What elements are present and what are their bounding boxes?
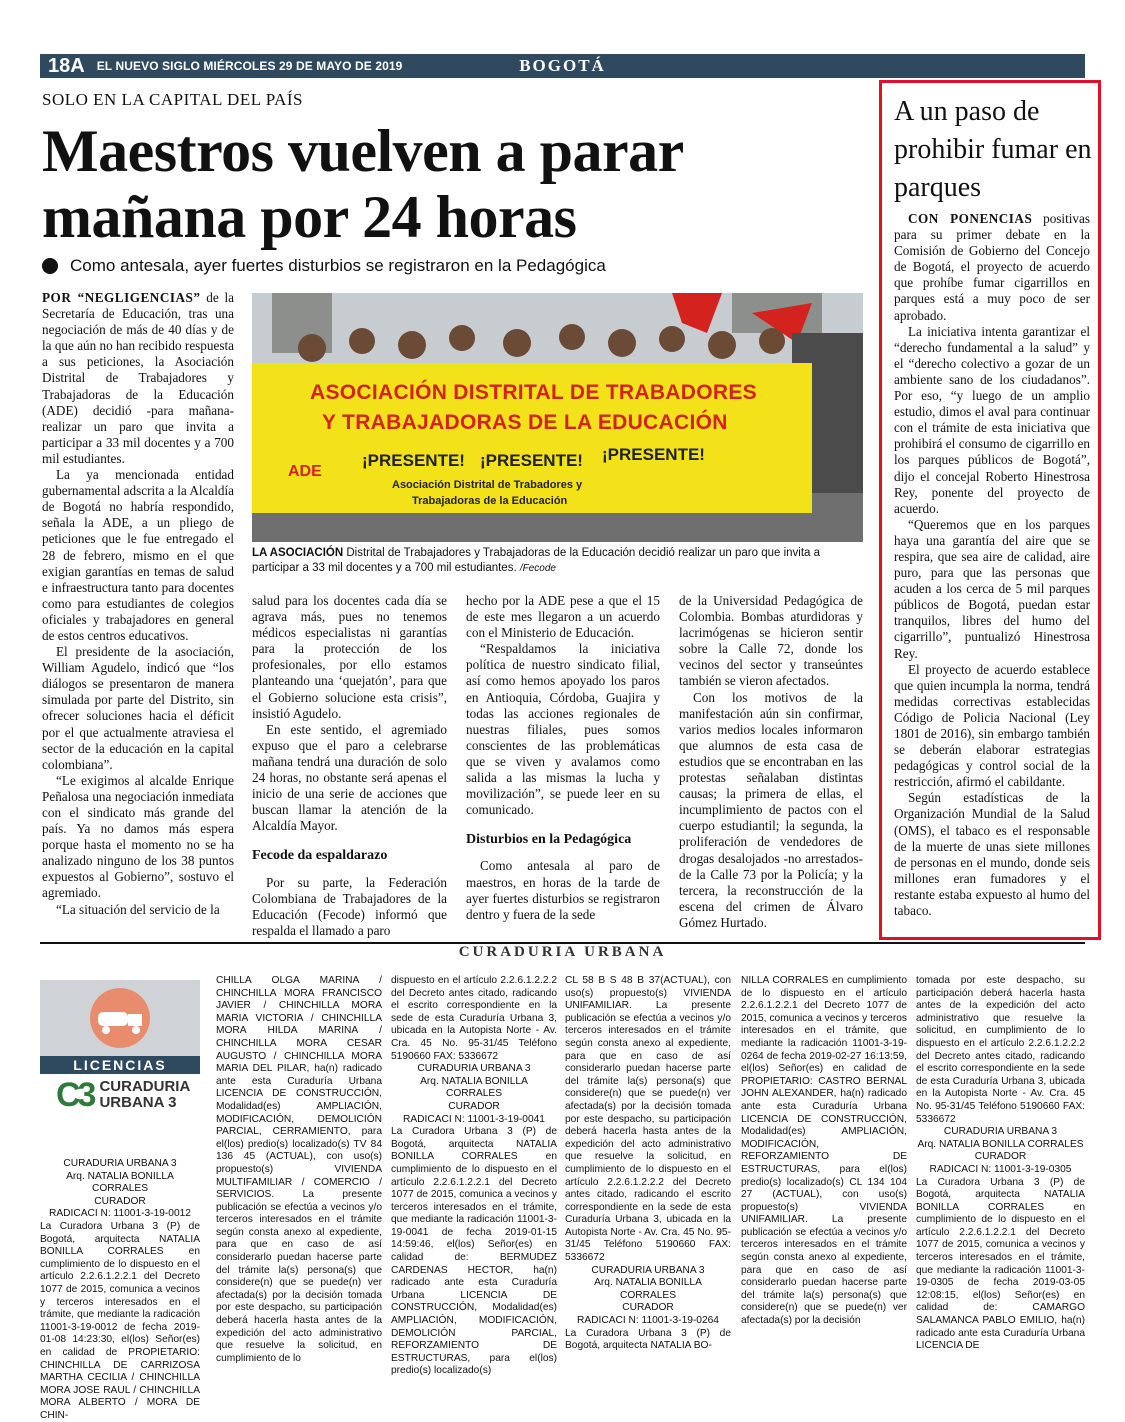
banner-presente-2: ¡PRESENTE! — [480, 451, 583, 470]
section-name: BOGOTÁ — [519, 56, 606, 75]
classified-column-1: CURADURIA URBANA 3 Arq. NATALIA BONILLA CORRALES CURADOR RADICACI N: 11001-3-19-0012 La Curadora Urbana 3 (P) de Bogotá, arquitecta NATALIA BONILLA CORRALES en cumplimiento de lo dispuesto en el artículo 2.2.6.1.2.2.1 del Decreto 1077 de 2015, comunica a vecinos y terceros interesados en el trámite, que mediante la radicación 11001-3-19-0012 de fecha 2019-01-08 14:23:30, el(los) Señor(es) en calidad de PROPIETARIO: CHINCHILLA DE CARRIZOSA MARTHA CECILIA / CHINCHILLA MORA JOSE RAUL / CHINCHILLA MORA ALBERTO / MORA DE CHIN- — [40, 1158, 200, 1421]
classified-column-3: dispuesto en el artículo 2.2.6.1.2.2.2 del Decreto antes citado, radicando el escrito correspondiente en la sede de esta Curaduría Urbana 3, ubicada en la Autopista Norte - Av. Cra. 45 No. 95-31/45 Teléfono 5190660 FAX: 5336672 CURADURIA URBANA 3 Arq. NATALIA BONILLA CORRALES CURADOR RADICACI N: 11001-3-19-0041 La Curadora Urbana 3 (P) de Bogotá, arquitecta NATALIA BONILLA CORRALES en cumplimiento de lo dispuesto en el artículo 2.2.6.1.2.2.1 del Decreto 1077 de 2015, comunica a vecinos y terceros interesados en el trámite, que mediante la radicación 11001-3-19-0041 de fecha 2019-01-15 14:59:46, el(los) Señor(es) en calidad de: BERMUDEZ CARDENAS HECTOR, ha(n) radicado ante esta Curaduría Urbana LICENCIA DE CONSTRUCCIÓN, Modalidad(es) AMPLIACIÓN, MODIFICACIÓN, DEMOLICIÓN PARCIAL, REFORZAMIENTO DE ESTRUCTURAS, para el(los) predio(s) localizado(s) — [391, 975, 557, 1377]
article-subhead: Fecode da espaldarazo — [252, 848, 388, 864]
article-subhead: Disturbios en la Pedagógica — [466, 832, 632, 848]
article-column-1 — [42, 290, 234, 918]
article-paragraph: POR “NEGLIGENCIAS” de la Secretaría de Educación, tras una negociación de más de 40 días y de la que aún no han recibido respuesta a sus peticiones, la Asociación Distrital de Trabajadores y Trabajadoras de la Educación (ADE) decidió -para mañana- realizar un paro que invita a participar a 33 mil docentes y a 700 mil estudiantes. — [42, 290, 235, 466]
article-paragraph: En este sentido, el agremiado expuso que el paro a celebrarse mañana tendrá una duración de solo 24 horas, no obstante será apenas el inicio de una serie de acciones que buscan llamar la atención de la Alcaldía Mayor. — [252, 721, 447, 834]
licencias-graphic — [40, 980, 200, 1056]
caption-lead: LA ASOCIACIÓN — [252, 547, 344, 559]
c3-logo-mark: C3 — [56, 1076, 94, 1114]
photo-caption — [252, 546, 863, 576]
classified-column-6: tomada por este despacho, su participación deberá hacerla hasta antes de la expedición del acto administrativo que resuelve la solicitud, en cumplimiento de lo dispuesto en el artículo 2.2.6.1.2.2.2 del Decreto antes citado, radicando el escrito correspondiente en la sede de esta Curaduría Urbana 3, ubicada en la Autopista Norte - Av. Cra. 45 No. 95-31/45 Teléfono 5190660 FAX: 5336672 CURADURIA URBANA 3 Arq. NATALIA BONILLA CORRALES CURADOR RADICACI N: 11001-3-19-0305 La Curadora Urbana 3 (P) de Bogotá, arquitecta NATALIA BONILLA CORRALES en cumplimiento de lo dispuesto en el artículo 2.2.6.1.2.2.1 del Decreto 1077 de 2015, comunica a vecinos y terceros interesados en el trámite, que mediante la radicación 11001-3-19-0305 de fecha 2019-03-05 12:08:15, el(los) Señor(es) en calidad de: CAMARGO SALAMANCA PABLO EMILIO, ha(n) radicado ante esta Curaduría Urbana LICENCIA DE — [916, 975, 1085, 1352]
classified-column-5: NILLA CORRALES en cumplimiento de lo dispuesto en el artículo 2.2.6.1.2.2.1 del Decreto 1077 de 2015, comunica a vecinos y terceros interesados en el trámite, que mediante la radicación 11001-3-19-0264 de fecha 2019-02-27 16:13:59, el(los) Señor(es) en calidad de PROPIETARIO: CASTRO BERNAL JOHN ALEXANDER, ha(n) radicado ante esta Curaduría Urbana LICENCIA DE CONSTRUCCIÓN, Modalidad(es) AMPLIACIÓN, MODIFICACIÓN, REFORZAMIENTO DE ESTRUCTURAS, para el(los) predio(s) localizado(s) CL 134 104 27 (ACTUAL), con uso(s) propuesto(s) VIVIENDA UNIFAMILIAR. La presente publicación se efectúa a vecinos y/o terceros interesados en el trámite según consta anexo al expediente, para que en caso de así considerarlo puedan hacerse parte del trámite la(s) persona(s) que considere(n) que se puede(n) ver afectada(s) por la decisión — [741, 975, 907, 1327]
c3-logo-text: CURADURIA URBANA 3 — [99, 1078, 191, 1111]
sidebar-lead-in: CON PONENCIAS — [908, 211, 1033, 226]
article-paragraph: La ya mencionada entidad gubernamental adscrita a la Alcaldía de Bogotá no habría respondido, señala la ADE, a un pliego de peticiones que le fue entregado el 28 de febrero, mismo en el que exigian garantías en temas de salud e infraestructura tanto para docentes como para estudiantes de colegios oficiales y trabajadores en general de estos centros educativos. — [42, 467, 234, 643]
article-paragraph: Por su parte, la Federación Colombiana de Trabajadores de la Educación (Fecode) informó que respalda el llamado a paro — [252, 874, 447, 938]
article-column-3 — [466, 593, 660, 923]
deck-text: Como antesala, ayer fuertes disturbios se registraron en la Pedagógica — [70, 256, 606, 275]
article-paragraph: El presidente de la asociación, William Agudelo, indicó que “los diálogos se presentaron de manera simulada por parte del Distrito, sin ofrecer soluciones hacia el déficit por el que actualmente atraviesa el sector de la educación en la capital colombiana”. — [42, 644, 234, 772]
article-paragraph: “Le exigimos al alcalde Enrique Peñalosa una negociación inmediata con el sindicato más grande del país. Ya no damos más espera porque hasta el momento no se ha analizado ninguno de los 38 puntos expuestos al Gobierno”, sostuvo el agremiado. — [42, 772, 234, 901]
sidebar-paragraph: “Queremos que en los parques haya una garantía del aire que se respira, que sea aire de calidad, aire puro, para que las personas que acuden a los cerca de 5 mil parques públicos de Bogotá, puedan estar tranquilos, libres del humo del cigarrillo”, puntualizó Hinestrosa Rey. — [894, 516, 1090, 661]
article-column-2 — [252, 593, 447, 939]
article-deck — [42, 256, 606, 276]
classified-column-4: CL 58 B S 48 B 37(ACTUAL), con uso(s) propuesto(s) VIVIENDA UNIFAMILIAR. La presente publicación se efectúa a vecinos y/o terceros interesados en el trámite según consta anexo al expediente, para que en caso de así considerarlo puedan hacerse parte del trámite la(s) persona(s) que considere(n) que se puede(n) ver afectada(s) por la decisión tomada por este despacho, su participación deberá hacerla hasta antes de la expedición del acto administrativo que resuelve la solicitud, en cumplimiento de lo dispuesto en el artículo 2.2.6.1.2.2.2 del Decreto antes citado, radicando el escrito correspondiente en la sede de esta Curaduría Urbana 3, ubicada en la Autopista Norte - Av. Cra. 45 No. 95-31/45 Teléfono 5190660 FAX: 5336672 CURADURIA URBANA 3 Arq. NATALIA BONILLA CORRALES CURADOR RADICACI N: 11001-3-19-0264 La Curadora Urbana 3 (P) de Bogotá, arquitecta NATALIA BO- — [565, 975, 731, 1352]
ade-logo: ADE — [288, 463, 322, 480]
article-photo — [252, 293, 863, 542]
article-paragraph: “Respaldamos la iniciativa política de nuestro sindicato filial, así como hemos apoyado los paros en Antioquia, Córdoba, Guajira y todas las acciones regionales de nuestras filiales, pues somos conscientes de las problemáticas que se viven y avalamos como salida a las mismas la lucha y movilización”, se puede leer en su comunicado. — [466, 641, 660, 818]
article-paragraph: de la Universidad Pedagógica de Colombia. Bombas aturdidoras y lacrimógenas se hicieron sentir sobre la Calle 72, donde los vecinos del sector y transeúntes también se vieron afectados. — [679, 593, 863, 689]
article-paragraph: salud para los docentes cada día se agrava más, pues no tenemos médicos especialistas ni garantías para la protección de los profesionales, por ello estamos planteando una ‘quejatón’, para que el Gobierno solucione esta crisis”, insistió Agudelo. — [252, 593, 447, 721]
sidebar-paragraph: La iniciativa intenta garantizar el “derecho fundamental a la salud” y el “derecho colectivo a gozar de un ambiente sano de los ciudadanos”. Por eso, “y luego de un amplio estudio, dimos el aval para continuar con el trámite de esta iniciativa que prohibirá el consumo de cigarrillo en los parques públicos de Bogotá”, dijo el concejal Roberto Hinestrosa Rey, ponente del proyecto de acuerdo. — [894, 323, 1090, 516]
banner-line-2: Y TRABAJADORAS DE LA EDUCACIÓN — [322, 411, 728, 434]
sidebar-paragraph: El proyecto de acuerdo establece que quien incumpla la norma, tendrá medidas correctivas establecidas Código de Policia Nacional (Ley 1801 de 2016), sin embargo también se deberán elaborar estrategias pedagógicas y control social de la restricción, afirmó el cabildante. — [894, 661, 1090, 790]
lead-in: POR “NEGLIGENCIAS” — [42, 290, 201, 305]
banner-presente-1: ¡PRESENTE! — [362, 451, 465, 470]
photo-credit: /Fecode — [519, 563, 556, 574]
article-column-4 — [679, 593, 863, 931]
classified-column-2: CHILLA OLGA MARINA / CHINCHILLA MORA FRANCISCO JAVIER / CHINCHILLA MORA MARIA VICTORIA / CHINCHILLA MORA HILDA MARINA / CHINCHILLA MORA CESAR AUGUSTO / CHINCHILLA MORA MARIA DEL PILAR, ha(n) radicado ante esta Curaduría Urbana LICENCIA DE CONSTRUCCIÓN, Modalidad(es) AMPLIACIÓN, MODIFICACIÓN, DEMOLICIÓN PARCIAL, CERRAMIENTO, para el(los) predio(s) localizado(s) TV 84 136 45 (ACTUAL), con uso(s) propuesto(s) VIVIENDA MULTIFAMILIAR / COMERCIO / SERVICIOS. La presente publicación se efectúa a vecinos y/o terceros interesados en el trámite según consta anexo al expediente, para que en caso de así considerarlo puedan hacerse parte del trámite la(s) persona(s) que considere(n) que se puede(n) ver afectada(s) por la decisión tomada por este despacho, su participación deberá hacerla hasta antes de la expedición del acto administrativo que resuelve la solicitud, en cumplimiento de lo — [216, 975, 382, 1364]
article-headline: Maestros vuelven a parar mañana por 24 horas — [42, 118, 683, 250]
banner-small-line-2: Trabajadoras de la Educación — [412, 495, 568, 507]
caption-text: Distrital de Trabajadores y Trabajadoras de la Educación decidió realizar un paro que invita a participar a 33 mil docentes y a 700 mil estudiantes. — [252, 547, 821, 574]
sidebar-title: A un paso de prohibir fumar en parques — [894, 96, 1092, 203]
sidebar-paragraph: Según estadísticas de la Organización Mundial de la Salud (OMS), el tabaco es el responsable de la muerte de unas siete millones de personas en el mundo, donde seis millones eran fumadores y el restante estaba expuesto al humo del tabaco. — [894, 790, 1090, 919]
sidebar-body — [894, 211, 1090, 919]
paper-date: EL NUEVO SIGLO MIÉRCOLES 29 DE MAYO DE 2019 — [96, 59, 403, 73]
article-paragraph: hecho por la ADE pese a que el 15 de este mes llegaron a un acuerdo con el Ministerio de Educación. — [466, 593, 660, 641]
bullet-icon — [42, 258, 58, 274]
sidebar-article — [879, 80, 1101, 940]
banner-presente-3: ¡PRESENTE! — [602, 445, 705, 464]
banner-line-1: ASOCIACIÓN DISTRITAL DE TRABADORES — [310, 381, 757, 404]
banner-small-line-1: Asociación Distrital de Trabadores y — [392, 479, 583, 491]
page-header-bar — [40, 54, 1085, 78]
article-paragraph: Como antesala al paro de maestros, en horas de la tarde de ayer fuertes disturbios se registraron dentro y fuera de la sede — [466, 858, 660, 922]
sidebar-paragraph: CON PONENCIAS positivas para su primer debate en la Comisión de Gobierno del Concejo de Bogotá, el proyecto de acuerdo que prohíbe fumar cigarrillos en parques está a muy poco de ser aprobado. — [894, 211, 1090, 323]
article-paragraph: “La situación del servicio de la — [56, 901, 220, 917]
curaduria-logo — [56, 1078, 190, 1112]
cement-mixer-icon — [40, 980, 200, 1056]
licencias-label: LICENCIAS — [40, 1056, 200, 1074]
article-paragraph: Con los motivos de la manifestación aún sin confirmar, varios medios locales informaron que alumnos de esta casa de estudios que se encontraban en las protestas señalaban distintas causas; la primera de ellas, el incumplimiento de pactos con el cuerpo estudiantil; la segunda, la proliferación de vendedores de drogas desalojados -no arrestados- de la Calle 73 por la Policía; y la tercera, la reconstrucción de la escena del crimen de Álvaro Gómez Hurtado. — [679, 689, 863, 930]
article-kicker: SOLO EN LA CAPITAL DEL PAÍS — [42, 90, 304, 109]
classifieds-header: CURADURIA URBANA — [458, 944, 667, 960]
page-number: 18A — [48, 54, 85, 77]
